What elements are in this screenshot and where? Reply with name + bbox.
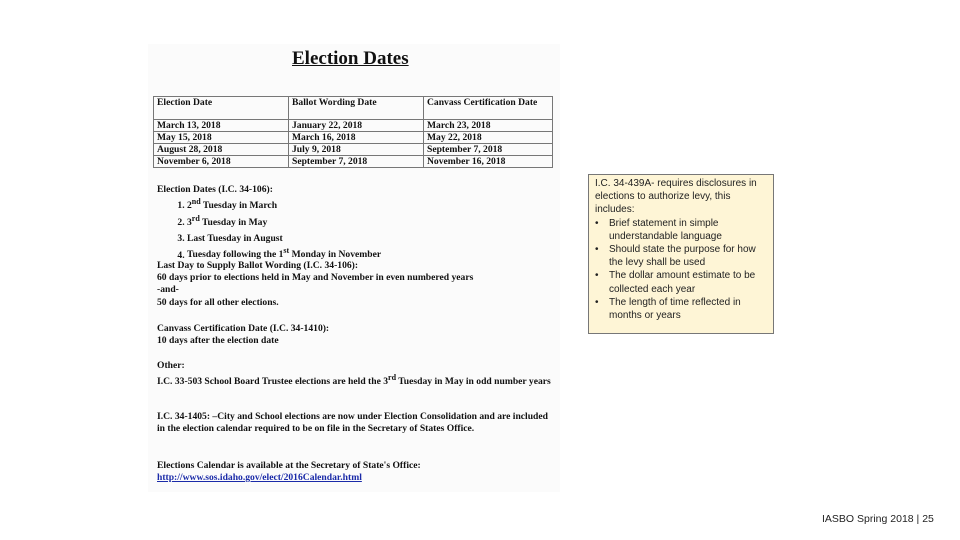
other-text-part: I.C. 33-503 School Board Trustee elections are held the 3 (157, 376, 389, 388)
list-item (595, 296, 767, 322)
ordinal-suffix: rd (388, 373, 397, 383)
table-cell: November 6, 2018 (154, 156, 289, 168)
table-header-cell: Canvass Certification Date (424, 97, 553, 120)
table-cell: March 23, 2018 (424, 120, 553, 132)
election-dates-list (157, 196, 552, 262)
list-item-text: 3 (187, 216, 192, 228)
table-header-row (154, 97, 553, 120)
levy-disclosure-callout (588, 174, 774, 334)
election-dates-table (153, 96, 553, 168)
table-cell: January 22, 2018 (289, 120, 424, 132)
bullet-text: The dollar amount estimate to be collected each year (609, 270, 756, 295)
list-item-text: 2 (187, 200, 192, 212)
bullet-text: Brief statement in simple understandable language (609, 217, 722, 242)
bullet-icon: • (595, 296, 599, 308)
list-item-text: Tuesday in May (199, 216, 268, 228)
calendar-text: Elections Calendar is available at the Secretary of State's Office: (157, 460, 421, 471)
list-item (187, 213, 552, 229)
other-text-part: Tuesday in May in odd number years (396, 376, 551, 388)
ballot-wording-line: -and- (157, 284, 179, 296)
slide-footer: IASBO Spring 2018 | 25 (822, 513, 934, 525)
table-row (154, 144, 553, 156)
table-cell: July 9, 2018 (289, 144, 424, 156)
table-cell: September 7, 2018 (289, 156, 424, 168)
table-cell: September 7, 2018 (424, 144, 553, 156)
table-row (154, 156, 553, 168)
table-cell: May 15, 2018 (154, 132, 289, 144)
ballot-wording-line: 50 days for all other elections. (157, 296, 279, 308)
list-item-text: Tuesday in March (200, 200, 278, 212)
calendar-link[interactable]: http://www.sos.idaho.gov/elect/2016Calendar.html (157, 472, 362, 484)
election-dates-heading: Election Dates (I.C. 34-106): (157, 184, 273, 195)
table-cell: May 22, 2018 (424, 132, 553, 144)
election-dates-section (157, 184, 552, 262)
calendar-section (157, 460, 552, 484)
document-image (148, 44, 560, 492)
table-row (154, 132, 553, 144)
table-header-cell: Ballot Wording Date (289, 97, 424, 120)
table-cell: November 16, 2018 (424, 156, 553, 168)
ballot-wording-line: 60 days prior to elections held in May and November in even numbered years (157, 272, 474, 284)
list-item (595, 269, 767, 295)
list-item (595, 243, 767, 269)
list-item (187, 229, 552, 245)
bullet-icon: • (595, 244, 599, 256)
bullet-text: The length of time reflected in months or years (609, 296, 741, 322)
table-cell: March 16, 2018 (289, 132, 424, 144)
list-item (187, 196, 552, 212)
list-item (595, 217, 767, 243)
table-row (154, 120, 553, 132)
bullet-icon: • (595, 217, 599, 229)
callout-intro: I.C. 34-439A- requires disclosures in elections to authorize levy, this includes: (595, 178, 757, 216)
ordinal-suffix: rd (191, 213, 200, 223)
table-header-cell: Election Date (154, 97, 289, 120)
list-item-text: Last Tuesday in August (187, 233, 283, 245)
other-section (157, 360, 552, 389)
ordinal-suffix: st (283, 246, 290, 256)
ballot-wording-heading: Last Day to Supply Ballot Wording (I.C. 34-106): (157, 260, 359, 271)
table-cell: August 28, 2018 (154, 144, 289, 156)
list-item-text: Tuesday following the 1 (187, 249, 284, 261)
list-item-text: Monday in November (289, 249, 382, 261)
ordinal-suffix: nd (191, 197, 201, 207)
document-title: Election Dates (292, 48, 409, 69)
callout-bullet-list (595, 217, 767, 323)
other-text (157, 372, 552, 388)
bullet-text: Should state the purpose for how the levy shall be used (609, 244, 756, 269)
canvass-section (157, 323, 552, 347)
canvass-line: 10 days after the election date (157, 335, 279, 347)
bullet-icon: • (595, 270, 599, 282)
ballot-wording-section (157, 260, 552, 309)
canvass-heading: Canvass Certification Date (I.C. 34-1410): (157, 323, 330, 334)
other-heading: Other: (157, 360, 185, 371)
table-cell: March 13, 2018 (154, 120, 289, 132)
consolidation-section: I.C. 34-1405: –City and School elections are now under Election Consolidation and are included in the election calendar required to be on file in the Secretary of States Office. (157, 411, 548, 435)
